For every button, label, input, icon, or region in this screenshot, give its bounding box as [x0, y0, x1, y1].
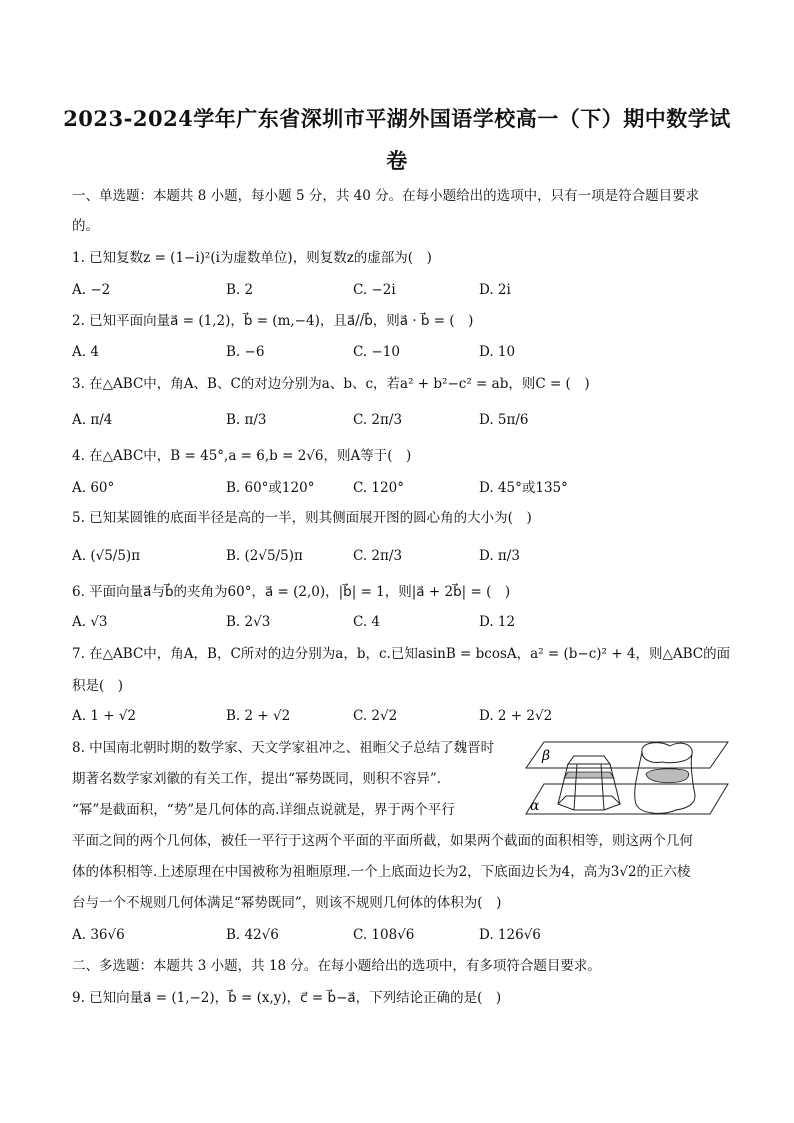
question-3-options	[72, 410, 732, 432]
option-b: B. 2	[226, 282, 254, 298]
option-b: B. 2 + √2	[226, 708, 291, 724]
option-c: C. 120°	[353, 480, 404, 496]
question-7-stem-cont: 积是( )	[72, 678, 124, 694]
option-d: D. 2i	[479, 282, 511, 298]
option-c: C. −2i	[353, 282, 396, 298]
question-8-line-6: 台与一个不规则几何体满足“幂势既同”，则该不规则几何体的体积为( )	[72, 895, 502, 911]
zuxuan-principle-figure	[522, 738, 732, 834]
option-d: D. 10	[479, 344, 516, 360]
question-2-stem: 2. 已知平面向量a⃗ = (1,2)，b⃗ = (m,−4)，且a⃗//b⃗，则a⃗ · b⃗ = ( )	[72, 313, 474, 329]
option-c: C. 2π/3	[353, 548, 403, 564]
option-c: C. 2√2	[353, 708, 398, 724]
option-c: C. 4	[353, 614, 381, 630]
option-d: D. 45°或135°	[479, 480, 568, 496]
question-9-stem: 9. 已知向量a⃗ = (1,−2)，b⃗ = (x,y)，c⃗ = b⃗−a⃗，下列结论正确的是( )	[72, 990, 502, 1006]
question-8-line-2: 期著名数学家刘徽的有关工作，提出“幂势既同，则积不容异”．	[72, 771, 451, 787]
option-b: B. (2√5/5)π	[226, 548, 303, 564]
question-8-options	[72, 925, 732, 947]
question-7-options	[72, 706, 732, 728]
question-8-line-3: “幂”是截面积，“势”是几何体的高.详细点说就是，界于两个平行	[72, 802, 455, 818]
option-a: A. 60°	[72, 480, 115, 496]
question-6-stem: 6. 平面向量a⃗与b⃗的夹角为60°，a⃗ = (2,0)，|b⃗| = 1，则|a⃗ + 2b⃗| = ( )	[72, 584, 511, 600]
option-b: B. π/3	[226, 412, 267, 428]
title-line-2: 卷	[386, 148, 408, 173]
plane-alpha	[526, 784, 728, 814]
question-8-line-4: 平面之间的两个几何体，被任一平行于这两个平面的平面所截，如果两个截面的面积相等，则这两个几何	[72, 833, 693, 849]
question-1-options	[72, 280, 732, 302]
hexagonal-frustum	[558, 756, 620, 810]
plane-beta	[526, 742, 728, 768]
option-a: A. √3	[72, 614, 108, 630]
irregular-solid	[635, 743, 695, 814]
option-d: D. 2 + 2√2	[479, 708, 553, 724]
question-5-options	[72, 546, 732, 568]
option-b: B. 42√6	[226, 927, 279, 943]
beta-label: β	[542, 748, 551, 764]
page-title	[60, 98, 734, 182]
question-4-options	[72, 478, 732, 500]
option-b: B. 2√3	[226, 614, 271, 630]
question-1-stem: 1. 已知复数z = (1−i)²(i为虚数单位)，则复数z的虚部为( )	[72, 250, 432, 266]
question-8-line-1: 8. 中国南北朝时期的数学家、天文学家祖冲之、祖暅父子总结了魏晋时	[72, 740, 495, 756]
section-2-heading: 二、多选题：本题共 3 小题，共 18 分。在每小题给出的选项中，有多项符合题目要求。	[72, 958, 601, 974]
question-3-stem: 3. 在△ABC中，角A、B、C的对边分别为a、b、c，若a² + b²−c² = ab，则C = ( )	[72, 376, 590, 392]
question-5-stem: 5. 已知某圆锥的底面半径是高的一半，则其侧面展开图的圆心角的大小为( )	[72, 510, 532, 526]
question-4-stem: 4. 在△ABC中，B = 45°,a = 6,b = 2√6，则A等于( )	[72, 448, 412, 464]
option-c: C. 108√6	[353, 927, 415, 943]
option-d: D. 126√6	[479, 927, 541, 943]
option-d: D. 5π/6	[479, 412, 529, 428]
option-b: B. 60°或120°	[226, 480, 315, 496]
alpha-label: α	[530, 798, 540, 814]
option-c: C. −10	[353, 344, 400, 360]
question-6-options	[72, 612, 732, 634]
option-a: A. 1 + √2	[72, 708, 137, 724]
question-8-line-5: 体的体积相等.上述原理在中国被称为祖暅原理.一个上底面边长为2，下底面边长为4，高为3√2的正六棱	[72, 864, 691, 880]
option-c: C. 2π/3	[353, 412, 403, 428]
option-a: A. (√5/5)π	[72, 548, 141, 564]
option-d: D. π/3	[479, 548, 520, 564]
option-b: B. −6	[226, 344, 265, 360]
option-a: A. 36√6	[72, 927, 125, 943]
section-1-heading-cont: 的。	[72, 218, 99, 234]
question-2-options	[72, 342, 732, 364]
question-7-stem: 7. 在△ABC中，角A，B，C所对的边分别为a，b，c.已知asinB = bcosA，a² = (b−c)² + 4，则△ABC的面	[72, 646, 731, 662]
title-line-1: 2023-2024学年广东省深圳市平湖外国语学校高一（下）期中数学试	[63, 106, 731, 131]
section-1-heading: 一、单选题：本题共 8 小题，每小题 5 分，共 40 分。在每小题给出的选项中，只有一项是符合题目要求	[72, 188, 700, 204]
option-a: A. 4	[72, 344, 99, 360]
option-a: A. π/4	[72, 412, 113, 428]
option-a: A. −2	[72, 282, 111, 298]
option-d: D. 12	[479, 614, 516, 630]
